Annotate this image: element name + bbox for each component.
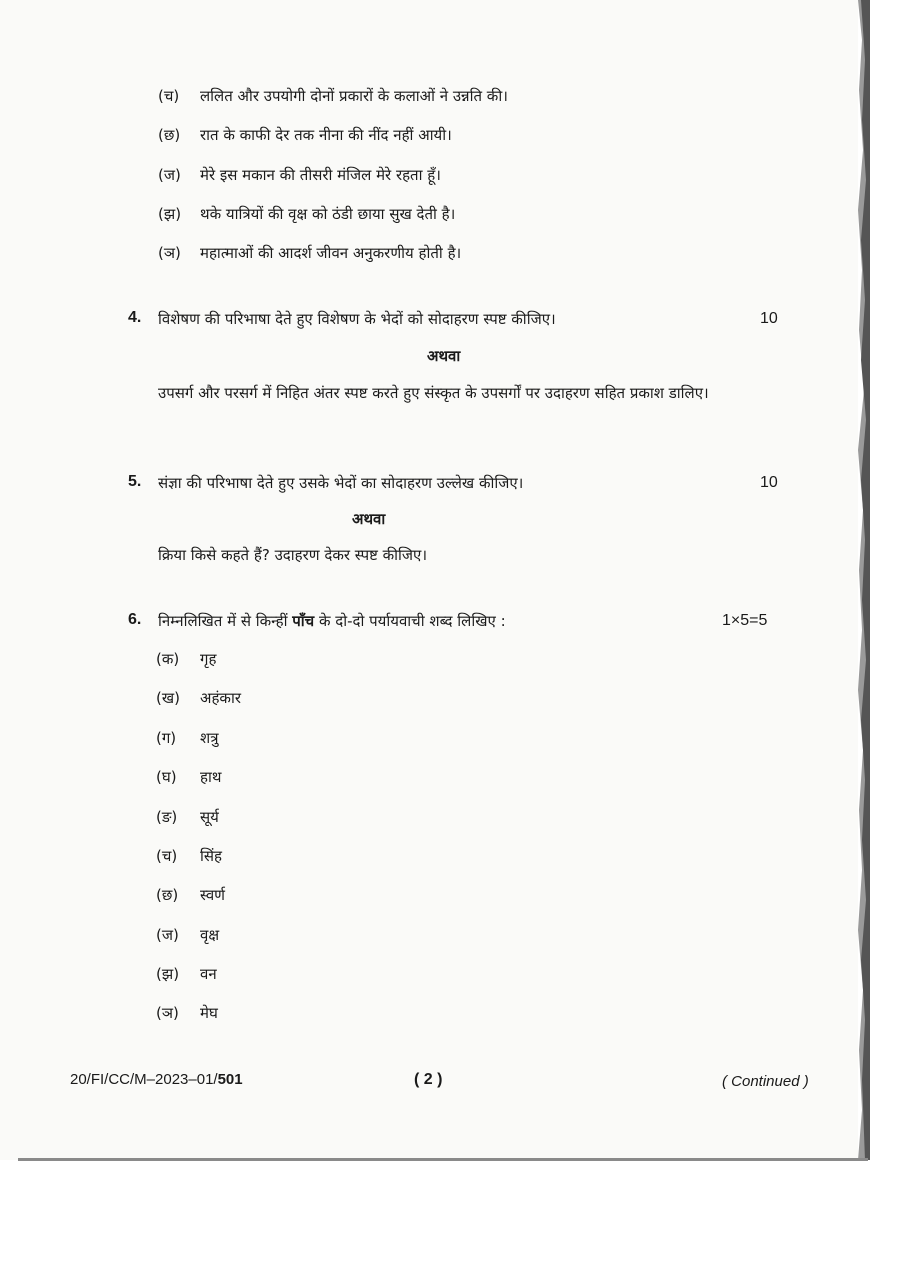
item-text: वन [200,965,217,983]
list-item [156,964,217,984]
question-text: विशेषण की परिभाषा देते हुए विशेषण के भेदों को सोदाहरण स्पष्ट कीजिए। [158,310,556,328]
item-label: (घ) [156,768,177,786]
item-label: (च) [156,847,178,865]
torn-paper-edge [856,0,870,1160]
list-item [156,767,221,787]
page-bottom-edge [18,1158,868,1161]
item-text: मेरे इस मकान की तीसरी मंजिल मेरे रहता हूँ। [200,166,441,184]
question-number: 6. [128,611,142,628]
item-label: (ञ) [156,1004,179,1022]
question-text-part: के दो-दो पर्यायवाची शब्द लिखिए : [314,612,506,630]
item-label: (ग) [156,729,177,747]
question-text [158,611,506,631]
alternative-question-text: उपसर्ग और परसर्ग में निहित अंतर स्पष्ट करते हुए संस्कृत के उपसर्गों पर उदाहरण सहित प्रकाश डालिए। [158,384,709,402]
list-item [158,86,508,106]
item-label: (छ) [158,126,181,144]
list-item [156,1003,218,1023]
alternative-question-text: क्रिया किसे कहते हैं? उदाहरण देकर स्पष्ट कीजिए। [158,546,428,564]
item-text: थके यात्रियों की वृक्ष को ठंडी छाया सुख देती है। [200,205,456,223]
list-item [156,925,219,945]
item-label: (ज) [156,926,179,944]
or-label: अथवा [352,510,386,528]
list-item [158,204,455,224]
item-label: (ङ) [156,808,178,826]
list-item [158,125,452,145]
item-text: सूर्य [200,808,219,826]
item-label: (ख) [156,689,180,707]
item-label: (ज) [158,166,181,184]
item-text: हाथ [200,768,222,786]
list-item [158,243,461,263]
paper-code [70,1071,243,1088]
paper-code-number: 501 [217,1071,243,1088]
item-text: रात के काफी देर तक नीना की नींद नहीं आयी। [200,126,452,144]
item-label: (छ) [156,886,179,904]
question-marks: 10 [760,474,778,491]
list-item [156,688,241,708]
item-text: शत्रु [200,729,219,747]
item-label: (झ) [158,205,182,223]
question-marks: 1×5=5 [722,612,768,629]
item-text: स्वर्ण [200,886,226,904]
item-label: (क) [156,650,180,668]
item-text: गृह [200,650,217,668]
item-label: (ञ) [158,244,181,262]
item-label: (च) [158,87,180,105]
question-number: 5. [128,473,142,490]
page-number: ( 2 ) [414,1071,443,1088]
list-item [156,846,222,866]
paper-code-prefix: 20/FI/CC/M–2023–01/ [70,1071,218,1088]
question-text-part: निम्नलिखित में से किन्हीं [158,612,293,630]
continued-label: ( Continued ) [722,1073,809,1090]
item-text: मेघ [200,1004,218,1022]
question-number: 4. [128,309,142,326]
question-text-emphasis: पाँच [292,612,315,630]
item-text: महात्माओं की आदर्श जीवन अनुकरणीय होती है। [200,244,462,262]
question-marks: 10 [760,310,778,327]
item-text: अहंकार [200,689,241,707]
item-text: वृक्ष [200,926,220,944]
list-item [156,807,219,827]
or-label: अथवा [427,347,461,365]
item-text: ललित और उपयोगी दोनों प्रकारों के कलाओं ने उन्नति की। [200,87,508,105]
list-item [158,165,441,185]
item-text: सिंह [200,847,222,865]
list-item [156,728,218,748]
question-text: संज्ञा की परिभाषा देते हुए उसके भेदों का सोदाहरण उल्लेख कीजिए। [158,474,524,492]
list-item [156,885,225,905]
list-item [156,649,216,669]
item-label: (झ) [156,965,180,983]
